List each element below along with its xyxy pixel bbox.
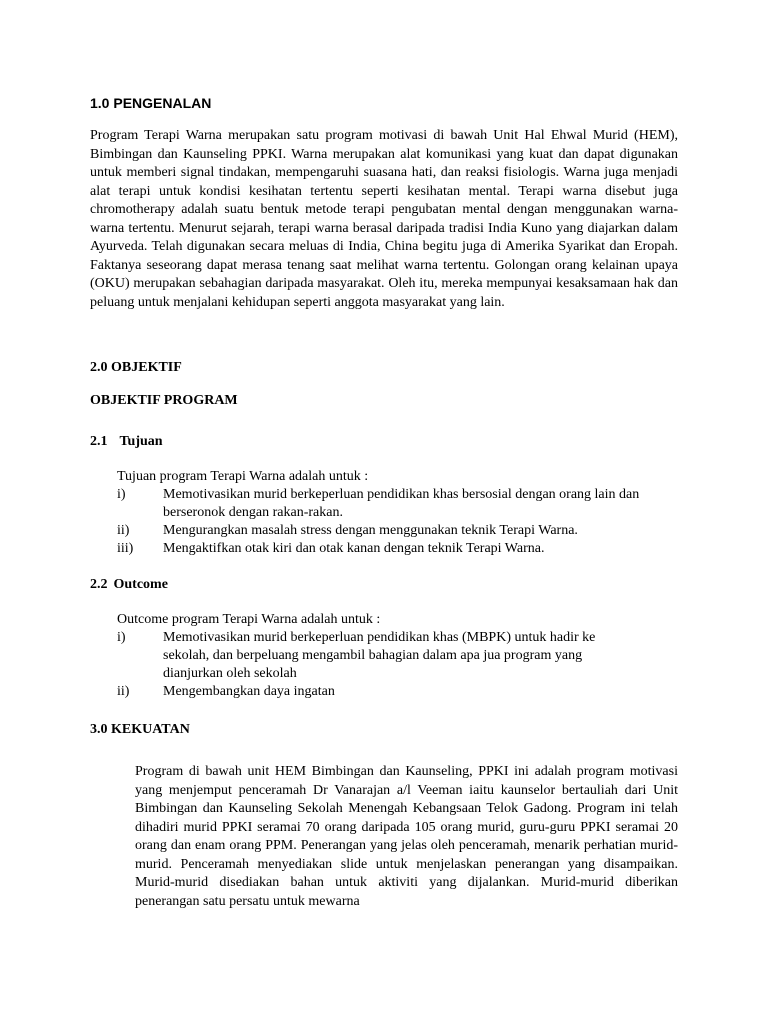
list-item-text: Mengurangkan masalah stress dengan menggunakan teknik Terapi Warna. [163, 523, 578, 538]
heading-tujuan-number: 2.1 [90, 434, 108, 449]
list-item-number: i) [117, 487, 126, 502]
heading-outcome-number: 2.2 [90, 577, 108, 592]
outcome-list [117, 629, 637, 701]
heading-tujuan [90, 433, 163, 451]
list-item [117, 629, 637, 683]
list-item-text: Mengembangkan daya ingatan [163, 684, 335, 699]
list-item [117, 486, 679, 522]
list-item-text: Memotivasikan murid berkeperluan pendidikan khas bersosial dengan orang lain dan berseronok dengan rakan-rakan. [163, 487, 640, 520]
list-item [117, 540, 679, 558]
heading-objektif: 2.0 OBJEKTIF [90, 360, 182, 375]
outcome-lead: Outcome program Terapi Warna adalah untuk : [117, 612, 381, 627]
heading-pengenalan: 1.0 PENGENALAN [90, 95, 212, 111]
list-item-number: ii) [117, 684, 130, 699]
tujuan-lead: Tujuan program Terapi Warna adalah untuk : [117, 469, 369, 484]
heading-outcome [90, 576, 168, 594]
heading-outcome-title: Outcome [113, 577, 168, 592]
list-item [117, 522, 679, 540]
list-item-number: ii) [117, 523, 130, 538]
list-item-number: iii) [117, 541, 134, 556]
tujuan-list [117, 486, 679, 558]
paragraph-kekuatan: Program di bawah unit HEM Bimbingan dan Kaunseling, PPKI ini adalah program motivasi yang menjemput penceramah Dr Vanarajan a/l Veeman iaitu kaunselor bertauliah dari Unit Bimbingan dan Kaunseling Sekolah Menengah Kebangsaan Telok Gadong. Program ini telah dihadiri murid PPKI seramai 70 orang daripada 105 orang murid, guru-guru PPKI seramai 20 orang dan enam orang PPM. Penerangan yang jelas oleh penceramah, menarik perhatian murid-murid. Penceramah menyediakan slide untuk menjelaskan penerangan yang disampaikan. Murid-murid disediakan bahan untuk aktiviti yang dijalankan. Murid-murid diberikan penerangan satu persatu untuk mewarna [135, 764, 678, 909]
subheading-objektif-program: OBJEKTIF PROGRAM [90, 393, 238, 408]
list-item-text: Mengaktifkan otak kiri dan otak kanan dengan teknik Terapi Warna. [163, 541, 545, 556]
heading-tujuan-title: Tujuan [119, 434, 163, 449]
paragraph-pengenalan: Program Terapi Warna merupakan satu program motivasi di bawah Unit Hal Ehwal Murid (HEM), Bimbingan dan Kaunseling PPKI. Warna merupakan alat komunikasi yang kuat dan dapat digunakan untuk memberi signal tindakan, mempengaruhi suasana hati, dan reaksi fisiologis. Warna juga menjadi alat terapi untuk kondisi kesihatan tertentu seperti kesihatan mental. Terapi warna disebut juga chromotherapy adalah suatu bentuk metode terapi pengubatan mental dengan menggunakan warna-warna tertentu. Menurut sejarah, terapi warna berasal daripada tradisi India Kuno yang diajarkan dalam Ayurveda. Telah digunakan secara meluas di India, China begitu juga di Amerika Syarikat dan Eropah. Faktanya seseorang dapat merasa tenang saat melihat warna tertentu. Golongan orang kelainan upaya (OKU) merupakan sebahagian daripada masyarakat. Oleh itu, mereka mempunyai kesaksamaan hak dan peluang untuk menjalani kehidupan seperti anggota masyarakat yang lain. [90, 128, 678, 310]
list-item-number: i) [117, 630, 126, 645]
list-item [117, 683, 637, 701]
list-item-text: Memotivasikan murid berkeperluan pendidikan khas (MBPK) untuk hadir ke sekolah, dan berpeluang mengambil bahagian dalam apa jua program yang dianjurkan oleh sekolah [163, 630, 596, 681]
heading-kekuatan: 3.0 KEKUATAN [90, 722, 190, 737]
